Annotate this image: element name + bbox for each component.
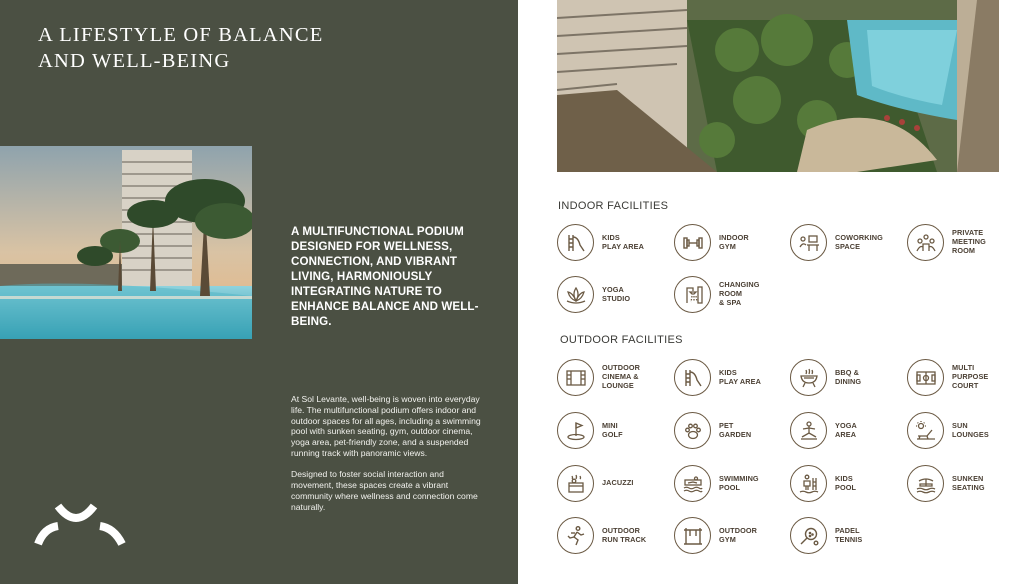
facility-private-meeting-room <box>907 224 986 261</box>
facility-label: YOGA STUDIO <box>602 284 631 303</box>
padel-racket-icon <box>790 517 827 554</box>
facility-kids-play-area-outdoor <box>674 359 761 396</box>
intro-paragraph-1: At Sol Levante, well-being is woven into everyday life. The multifunctional podium offers indoor and outdoor spaces for all ages, including a swimming pool with sunken seating, gym, outdoor cinema, yoga area, pet-friendly zone, and a suspended running track with panoramic views. <box>291 394 481 458</box>
facility-outdoor-run-track <box>557 517 646 554</box>
facility-label: COWORKING SPACE <box>835 232 883 251</box>
sunken-seat-icon <box>907 465 944 502</box>
court-icon <box>907 359 944 396</box>
film-icon <box>557 359 594 396</box>
facility-label: INDOOR GYM <box>719 232 749 251</box>
facility-indoor-gym <box>674 224 749 261</box>
facility-jacuzzi <box>557 465 634 502</box>
lotus-icon <box>557 276 594 313</box>
meeting-icon <box>907 224 944 261</box>
facility-label: MULTI PURPOSE COURT <box>952 363 989 390</box>
facility-label: YOGA AREA <box>835 420 857 439</box>
facility-label: KIDS PLAY AREA <box>602 232 644 251</box>
golf-icon <box>557 412 594 449</box>
facility-swimming-pool <box>674 465 759 502</box>
facility-mini-golf <box>557 412 623 449</box>
pullup-bar-icon <box>674 517 711 554</box>
facility-pet-garden <box>674 412 751 449</box>
intro-body <box>291 394 486 523</box>
intro-heading: A MULTIFUNCTIONAL PODIUM DESIGNED FOR WELLNESS, CONNECTION, AND VIBRANT LIVING, HARMONIOUSLY INTEGRATING NATURE TO ENHANCE BALANCE AND WELL-BEING. <box>291 225 479 328</box>
facility-label: PRIVATE MEETING ROOM <box>952 228 986 255</box>
facility-label: PET GARDEN <box>719 420 752 439</box>
jacuzzi-icon <box>557 465 594 502</box>
facility-outdoor-gym <box>674 517 757 554</box>
grill-icon <box>790 359 827 396</box>
tower-pool-photo <box>0 146 252 339</box>
slide-icon <box>674 359 711 396</box>
paw-icon <box>674 412 711 449</box>
headline-line-1: A LIFESTYLE OF BALANCE <box>38 24 324 46</box>
facility-sun-lounges <box>907 412 989 449</box>
facility-kids-play-area-indoor <box>557 224 644 261</box>
headline-line-2: AND WELL-BEING <box>38 50 231 72</box>
facility-sunken-seating <box>907 465 985 502</box>
facility-label: CHANGING ROOM & SPA <box>719 280 760 307</box>
facility-label: SUN LOUNGES <box>952 420 989 439</box>
facility-label: OUTDOOR GYM <box>719 525 757 544</box>
facility-label: OUTDOOR CINEMA & LOUNGE <box>602 363 640 390</box>
swimmer-icon <box>674 465 711 502</box>
facility-yoga-area <box>790 412 857 449</box>
page-title <box>38 22 324 74</box>
facility-label: KIDS POOL <box>835 473 857 492</box>
facility-kids-pool <box>790 465 856 502</box>
yoga-pose-icon <box>790 412 827 449</box>
facility-bbq-dining <box>790 359 861 396</box>
dumbbell-icon <box>674 224 711 261</box>
sun-lounger-icon <box>907 412 944 449</box>
facility-yoga-studio <box>557 276 630 313</box>
facility-label: OUTDOOR RUN TRACK <box>602 525 647 544</box>
slide-icon <box>557 224 594 261</box>
facility-label: MINI GOLF <box>602 420 623 439</box>
facility-coworking-space <box>790 224 883 261</box>
facility-changing-room-spa <box>674 276 760 313</box>
facility-multi-purpose-court <box>907 359 988 396</box>
facility-label: SWIMMING POOL <box>719 473 759 492</box>
shower-icon <box>674 276 711 313</box>
brand-logo-mark <box>34 500 129 550</box>
podium-aerial-photo <box>557 0 999 172</box>
kids-pool-icon <box>790 465 827 502</box>
facility-label: BBQ & DINING <box>835 367 862 386</box>
facility-label: KIDS PLAY AREA <box>719 367 761 386</box>
outdoor-facilities-title: OUTDOOR FACILITIES <box>560 334 683 346</box>
laptop-desk-icon <box>790 224 827 261</box>
facility-label: SUNKEN SEATING <box>952 473 985 492</box>
intro-paragraph-2: Designed to foster social interaction and movement, these spaces create a vibrant community where wellness and connection come naturally. <box>291 469 478 512</box>
facility-label: PADEL TENNIS <box>835 525 863 544</box>
facility-label: JACUZZI <box>602 478 634 488</box>
facility-padel-tennis <box>790 517 862 554</box>
facility-outdoor-cinema-lounge <box>557 359 640 396</box>
runner-icon <box>557 517 594 554</box>
indoor-facilities-title: INDOOR FACILITIES <box>558 200 669 212</box>
